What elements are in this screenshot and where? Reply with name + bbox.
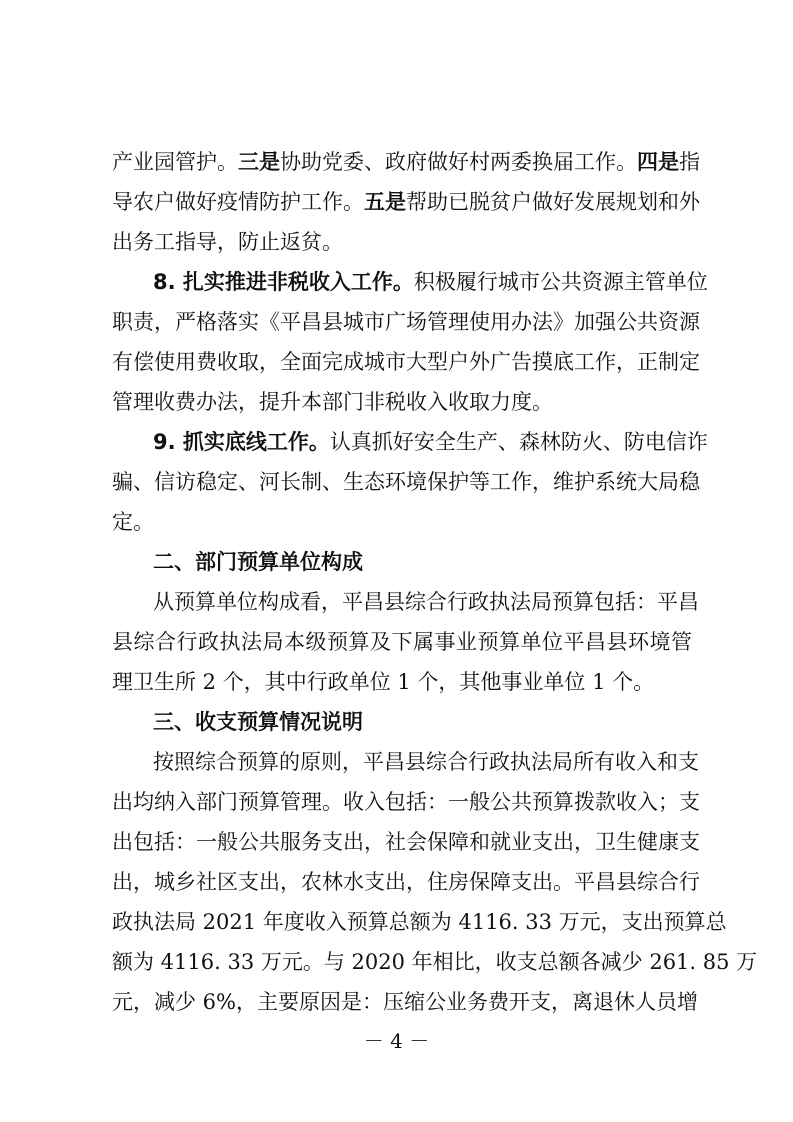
paragraph-line: 出务工指导，防止返贫。 [112,230,343,254]
item-title: 8. 扎实推进非税收入工作。 [153,270,414,294]
paragraph-line: 骗、信访稳定、河长制、生态环境保护等工作，维护系统大局稳 [112,470,700,494]
paragraph-line [153,422,708,462]
emphasis-span: 五是 [364,190,406,214]
paragraph-line: 出包括：一般公共服务支出，社会保障和就业支出，卫生健康支 [112,830,700,854]
paragraph-line: 理卫生所 2 个，其中行政单位 1 个，其他事业单位 1 个。 [112,670,655,694]
paragraph-line: 从预算单位构成看，平昌县综合行政执法局预算包括：平昌 [153,590,699,614]
text-span: 产业园管护。 [112,150,238,174]
paragraph-line: 职责，严格落实《平昌县城市广场管理使用办法》加强公共资源 [112,310,700,334]
page-number: － 4 － [363,1029,430,1053]
text-span: 导农户做好疫情防护工作。 [112,190,364,214]
paragraph-line: 政执法局 2021 年度收入预算总额为 4116. 33 万元，支出预算总 [112,910,727,934]
emphasis-span: 三是 [238,150,280,174]
paragraph-line [112,182,700,222]
item-title: 9. 抓实底线工作。 [153,430,330,454]
text-span: 协助党委、政府做好村两委换届工作。 [280,150,637,174]
text-span: 认真抓好安全生产、森林防火、防电信诈 [329,430,708,454]
paragraph-line: 额为 4116. 33 万元。与 2020 年相比，收支总额各减少 261. 85 万 [112,950,758,974]
paragraph-line: 管理收费办法，提升本部门非税收入收取力度。 [112,390,553,414]
paragraph-line: 出，城乡社区支出，农林水支出，住房保障支出。平昌县综合行 [112,870,700,894]
paragraph-line: 按照综合预算的原则，平昌县综合行政执法局所有收入和支 [153,750,699,774]
paragraph-line: 元，减少 6%，主要原因是：压缩公业务费开支，离退休人员增 [112,990,698,1014]
paragraph-line [112,142,700,182]
section-heading: 二、部门预算单位构成 [153,550,363,574]
paragraph-line: 有偿使用费收取，全面完成城市大型户外广告摸底工作，正制定 [112,350,700,374]
section-heading: 三、收支预算情况说明 [153,710,363,734]
text-span: 积极履行城市公共资源主管单位 [413,270,708,294]
paragraph-line [153,262,708,302]
text-span: 帮助已脱贫户做好发展规划和外 [406,190,700,214]
paragraph-line: 县综合行政执法局本级预算及下属事业预算单位平昌县环境管 [112,630,692,654]
text-span: 指 [679,150,700,174]
emphasis-span: 四是 [637,150,679,174]
paragraph-line: 定。 [112,510,154,534]
paragraph-line: 出均纳入部门预算管理。收入包括：一般公共预算拨款收入；支 [112,790,700,814]
